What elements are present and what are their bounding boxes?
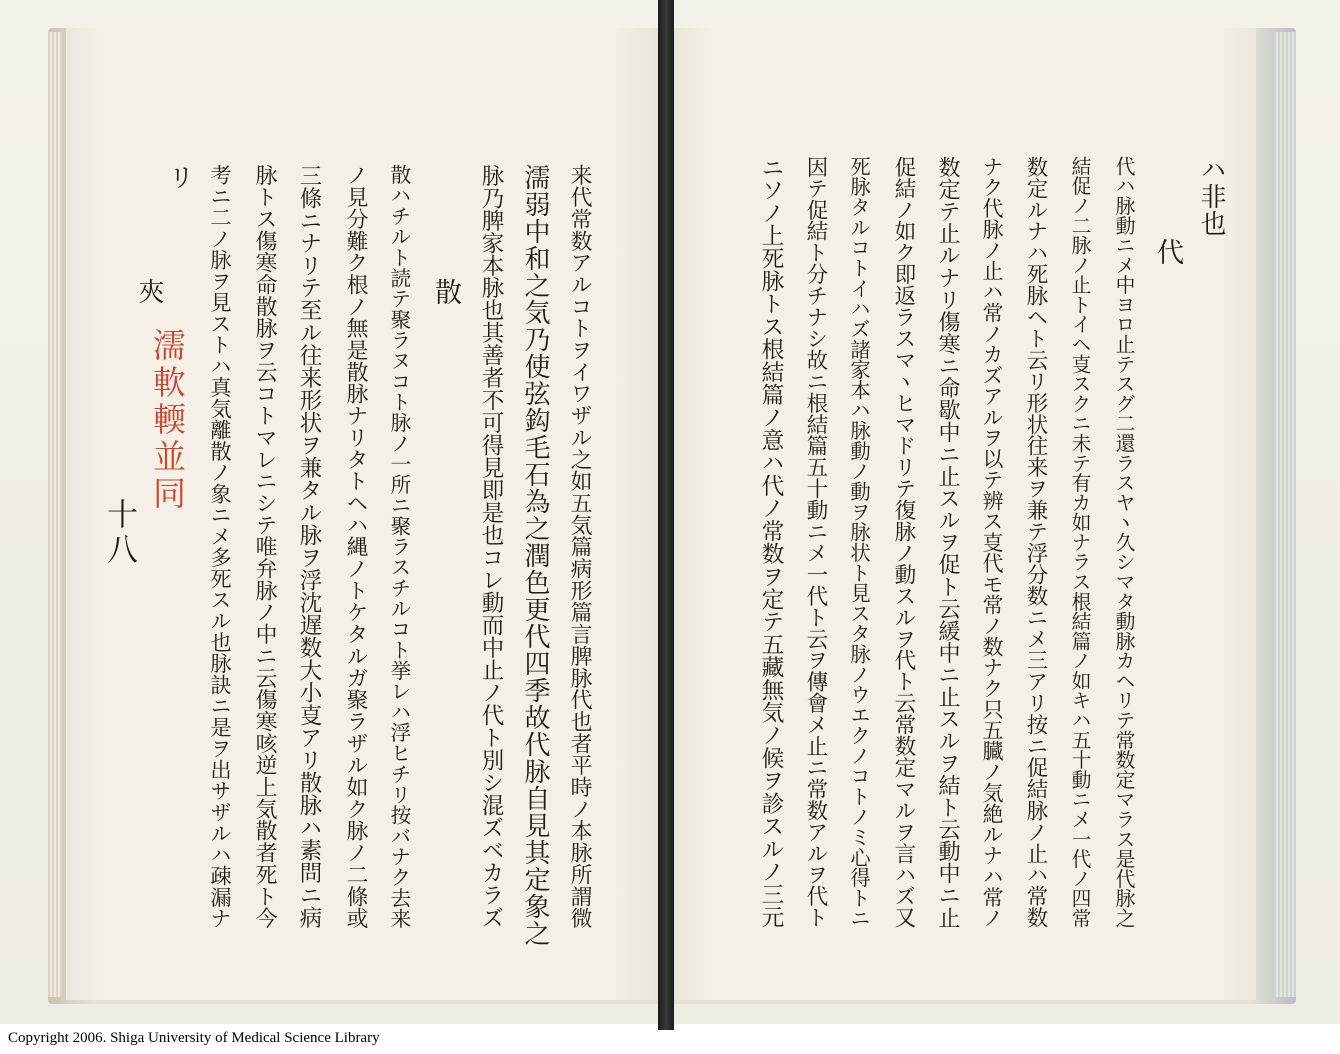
text-line-3: 代ハ脉動ニメ中ヨロ止テスグ二還ラスヤヽ久シマタ動脉カヘリテ常数定マラス是代脉之 [1112, 156, 1135, 928]
text-line-3: 脉乃脾家本脉也其善者不可得見即是也コレ動而中止ノ代ト別シ混ズベカラズ [478, 164, 504, 929]
text-line-9: 死脉タルコトイハズ諸家本ハ脉動ノ動ヲ脉状ト見スタ脉ノウエクノコトノミ心得トニ [847, 156, 871, 929]
text-line-5: 数定ルナハ死脉ヘト云リ形状往来ヲ兼テ浮分数ニメ三アリ按ニ促結脉ノ止ハ常数 [1023, 156, 1048, 929]
text-line-10: 因テ促結ト分チナシ故ニ根結篇五十動ニメ一代ト云ヲ傳會メ止ニ常数アルヲ代ト [803, 156, 828, 929]
text-line-4: 結促ノ二脉ノ止トイヘ㕝スクニ未テ有カ如ナラス根結篇ノ如キハ五十動ニメ一代ノ四常 [1068, 156, 1091, 928]
text-line-1: ハ非也 [1196, 156, 1226, 237]
text-line-1: 来代常数アルコトヲイワザル之如五気篇病形篇言脾脉代也者平時ノ本脉所謂微 [567, 164, 592, 929]
open-book [48, 22, 1296, 1006]
text-line-6: ナク代脉ノ止ハ常ノカズアルヲ以テ辨ス㕝代モ常ノ数ナク只五臓ノ気絶ルナハ常ノ [979, 156, 1003, 929]
section-heading-san: 散 [430, 278, 461, 306]
book-gutter [658, 0, 674, 1030]
copyright-notice: Copyright 2006. Shiga University of Medical Science Library [8, 1030, 380, 1046]
text-line-2: 濡弱中和之気乃使弦鈎毛石為之潤色更代四季故代脉自見其定象之 [520, 164, 550, 947]
text-line-11: ニソノ上死脉トス根結篇ノ意ハ代ノ常数ヲ定テ五藏無気ノ候ヲ診スルノ三元 [758, 156, 784, 929]
text-line-7: 三條ニナリテ至ル往来形状ヲ兼タル脉ヲ浮沈遅数大小㕝アリ散脉ハ素問ニ病 [296, 164, 322, 929]
text-line-10: リ [164, 164, 194, 191]
text-line-8: 脉トス傷寒命散脉ヲ云コトマレニシテ唯弁脉ノ中ニ云傷寒咳逆上気散者死ト今 [252, 164, 277, 929]
text-line-7: 数定テ止ルナリ傷寒ニ命歇中ニ止スルヲ促ト云緩中ニ止スルヲ結ト云動中ニ止 [935, 156, 960, 929]
text-line-9: 考ニ二ノ脉ヲ見ストハ真気離散ノ象ニメ多死スル也脉訣ニ是ヲ出サザルハ疎漏ナ [207, 164, 232, 929]
left-page [66, 28, 662, 1000]
annotation-mark: 夾 [134, 278, 164, 305]
right-page [666, 28, 1256, 1000]
text-line-6: ノ見分難ク根ノ無是散脉ナリタトヘハ縄ノトケタルガ聚ラザル如ク脉ノ二條或 [343, 164, 368, 929]
page-edges-right [1274, 32, 1296, 997]
folio-number: 十八 [101, 498, 137, 568]
red-annotation: 濡軟輭並同 [148, 328, 187, 513]
page-edges-left [48, 32, 62, 997]
section-heading-dai: 代 [1152, 238, 1183, 266]
text-line-8: 促結ノ如ク即返ラスマヽヒマドリテ復脉ノ動スルヲ代ト云常数定マルヲ言ハズ又 [891, 156, 916, 929]
text-line-5: 散ハチルト読テ聚ラヌコト脉ノ一所ニ聚ラスチルコト挙レハ浮ヒチリ按バナク去来 [387, 164, 411, 929]
